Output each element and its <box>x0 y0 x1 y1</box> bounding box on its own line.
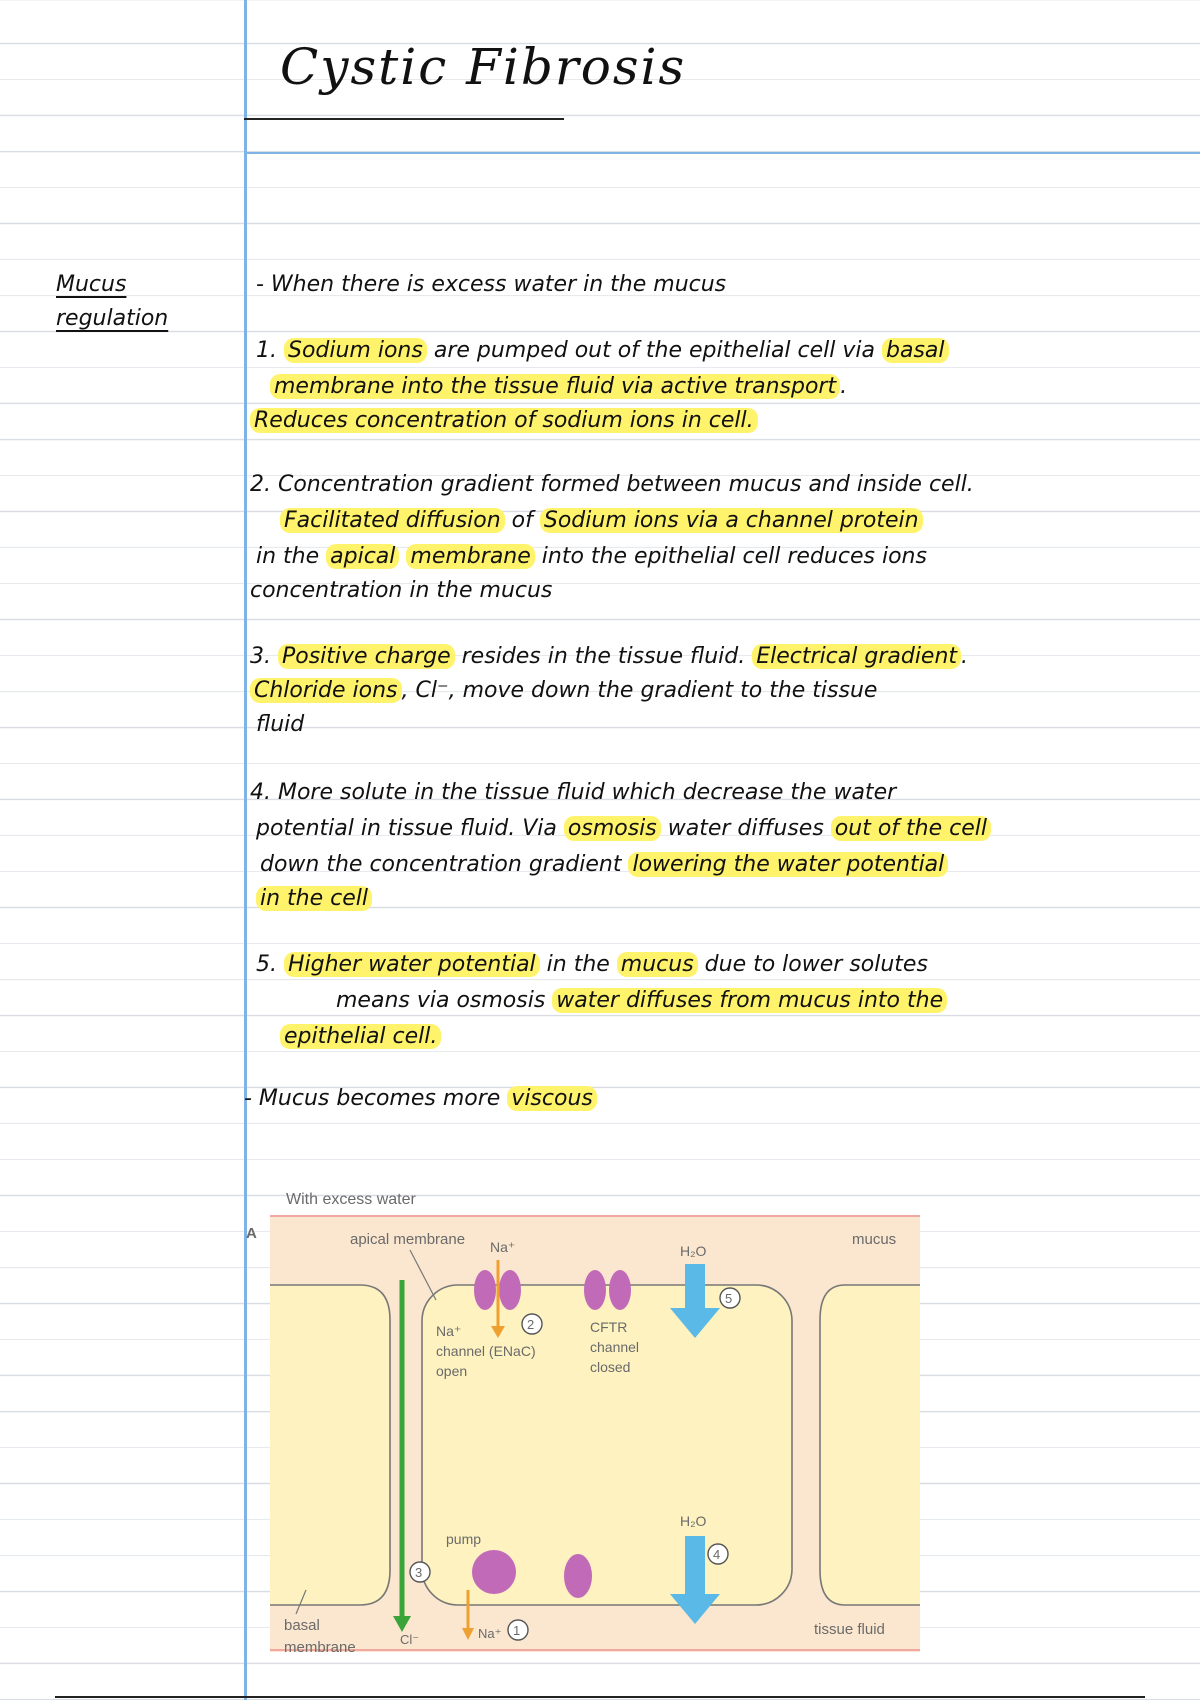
note-text: . <box>961 644 969 669</box>
note-text: are pumped out of the epithelial cell via <box>426 338 882 363</box>
na-top-label: Na⁺ <box>490 1239 516 1255</box>
highlighted-text: basal <box>882 338 949 363</box>
highlighted-text: membrane into the tissue fluid via active transport <box>270 374 840 399</box>
note-text: means via osmosis <box>336 988 553 1013</box>
membrane-protein <box>564 1554 592 1598</box>
cftr-label: CFTR channel closed <box>590 1319 640 1375</box>
note-line <box>256 816 991 841</box>
highlighted-text: Electrical gradient <box>752 644 961 669</box>
note-text: 4. More solute in the tissue fluid which decrease the water <box>250 780 897 805</box>
note-line <box>250 678 877 703</box>
cftr-channel-left <box>584 1270 606 1310</box>
note-text: 1. <box>256 338 284 363</box>
right-cell <box>820 1285 920 1605</box>
highlighted-text: water diffuses from mucus into the <box>552 988 947 1013</box>
step-3-number: 3 <box>415 1565 423 1580</box>
note-line <box>270 374 847 399</box>
h2o-top-label: H₂O <box>680 1243 707 1259</box>
note-line <box>250 780 896 805</box>
page-title: Cystic Fibrosis <box>280 38 687 96</box>
panel-letter: A <box>246 1225 257 1242</box>
note-line <box>250 644 968 669</box>
note-line <box>250 578 552 603</box>
tissue-fluid-label: tissue fluid <box>814 1621 885 1638</box>
highlighted-text: lowering the water potential <box>628 852 948 877</box>
h2o-bottom-label: H₂O <box>680 1513 707 1529</box>
highlighted-text: Facilitated diffusion <box>280 508 505 533</box>
na-channel-label: Na⁺ channel (ENaC) open <box>436 1323 536 1379</box>
step-1-number: 1 <box>513 1623 521 1638</box>
note-text: . <box>840 374 848 399</box>
note-line <box>280 1024 441 1049</box>
enac-channel-left <box>474 1270 496 1310</box>
highlighted-text: mucus <box>617 952 698 977</box>
note-text: , Cl⁻, move down the gradient to the tissue <box>401 678 878 703</box>
note-text: into the epithelial cell reduces ions <box>534 544 927 569</box>
note-text: 3. <box>250 644 278 669</box>
mucus-label: mucus <box>852 1231 897 1248</box>
note-line <box>260 852 948 877</box>
highlighted-text: Chloride ions <box>250 678 402 703</box>
note-text: resides in the tissue fluid. <box>454 644 753 669</box>
highlighted-text: viscous <box>507 1086 597 1111</box>
step-2-number: 2 <box>527 1317 535 1332</box>
step-5-number: 5 <box>725 1291 733 1306</box>
left-cell <box>270 1285 390 1605</box>
basal-membrane-label: basal membrane <box>284 1617 356 1656</box>
cl-label: Cl⁻ <box>400 1632 420 1647</box>
note-line <box>250 472 974 497</box>
highlighted-text: Positive charge <box>278 644 455 669</box>
highlighted-text: Sodium ions <box>284 338 427 363</box>
side-label-line: regulation <box>56 306 169 331</box>
note-line <box>256 952 928 977</box>
note-text: 5. <box>256 952 284 977</box>
note-text: down the concentration gradient <box>260 852 629 877</box>
highlighted-text: in the cell <box>256 886 372 911</box>
apical-membrane-label: apical membrane <box>350 1231 466 1248</box>
note-text: due to lower solutes <box>697 952 928 977</box>
intro-line: - When there is excess water in the mucus <box>256 272 727 297</box>
sodium-pump <box>472 1550 516 1594</box>
note-text: potential in tissue fluid. Via <box>256 816 564 841</box>
highlighted-text: membrane <box>406 544 534 569</box>
note-text: in the <box>539 952 617 977</box>
diagram-caption: With excess water <box>286 1191 416 1208</box>
pump-label: pump <box>446 1531 482 1547</box>
cftr-channel-right <box>609 1270 631 1310</box>
side-label <box>56 268 168 336</box>
note-text: of <box>504 508 540 533</box>
na-bottom-label: Na⁺ <box>478 1626 502 1641</box>
highlighted-text: Sodium ions via a channel protein <box>540 508 923 533</box>
highlighted-text: osmosis <box>564 816 661 841</box>
note-line <box>256 712 304 737</box>
cell-diagram <box>240 1180 960 1660</box>
header-line <box>244 152 1200 154</box>
highlighted-text: apical <box>326 544 399 569</box>
highlighted-text: Higher water potential <box>284 952 540 977</box>
note-text: - Mucus becomes more <box>244 1086 508 1111</box>
note-line <box>256 544 927 569</box>
note-text: in the <box>256 544 327 569</box>
note-line <box>256 338 949 363</box>
highlighted-text: epithelial cell. <box>280 1024 441 1049</box>
note-text: fluid <box>256 712 305 737</box>
note-line <box>244 1086 597 1111</box>
step-4-number: 4 <box>713 1547 721 1562</box>
note-line <box>250 408 758 433</box>
highlighted-text: out of the cell <box>831 816 991 841</box>
note-text: 2. Concentration gradient formed between mucus and inside cell. <box>250 472 974 497</box>
note-text: water diffuses <box>660 816 831 841</box>
title-underline <box>244 118 564 120</box>
cell-diagram-svg <box>240 1180 960 1660</box>
note-text: concentration in the mucus <box>250 578 553 603</box>
enac-channel-right <box>499 1270 521 1310</box>
bottom-rule <box>55 1696 1145 1698</box>
note-line <box>336 988 947 1013</box>
note-line <box>256 886 372 911</box>
highlighted-text: Reduces concentration of sodium ions in cell. <box>250 408 758 433</box>
note-line <box>280 508 923 533</box>
side-label-line: Mucus <box>56 272 127 297</box>
